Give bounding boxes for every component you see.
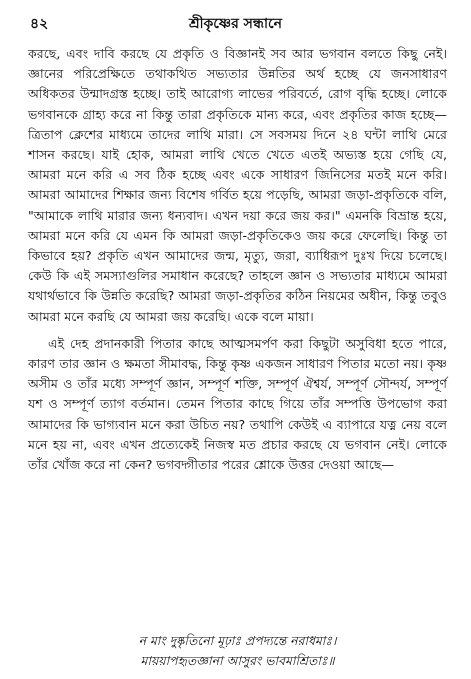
page-header <box>28 10 443 36</box>
verse-line-2: মায়য়াপহৃতজ্ঞানা আসুরং ভাবমাশ্রিতাঃ॥ <box>140 653 335 668</box>
verse-line-1: ন মাং দুষ্কৃতিনো মূঢ়াঃ প্রপদ্যন্তে নরাধমাঃ। <box>138 633 337 648</box>
paragraph-1: করছে, এবং দাবি করছে যে প্রকৃতি ও বিজ্ঞানই সব আর ভগবান বলতে কিছু নেই। জ্ঞানের পরিপ্রেক্ষিতে তথাকথিত সভ্যতার উন্নতির অর্থ হচ্ছে যে জনসাধারণ অধিকতর উন্মাদগ্রস্ত হচ্ছে। তাই আরোগ্য লাভের পরিবর্তে, রোগ বৃদ্ধি হচ্ছে। লোকে ভগবানকে গ্রাহ্য করে না কিন্তু তারা প্রকৃতিকে মান্য করে, এবং প্রকৃতির কাজ হচ্ছে—ত্রিতাপ ক্লেশের মাধ্যমে তাদের লাথি মারা। সে সবসময় দিনে ২৪ ঘন্টা লাথি মেরে শাসন করছে। যাই হোক, আমরা লাথি খেতে খেতে এতই অভ্যস্ত হয়ে গেছি যে, আমরা মনে করি এ সব ঠিক হচ্ছে এবং একে সাধারণ জিনিসের মতই মনে করি। আমরা আমাদের শিক্ষার জন্য বিশেষ গর্বিত হয়ে পড়েছি, আমরা জড়া-প্রকৃতিকে বলি, "আমাকে লাথি মারার জন্য ধন্যবাদ। এখন দয়া করে জয় কর।" এমনকি বিভ্রান্ত হয়ে, আমরা মনে করি যে এমন কি আমরা জড়া-প্রকৃতিকেও জয় করে ফেলেছি। কিন্তু তা কিভাবে হয়? প্রকৃতি এখন আমাদের জন্ম, মৃত্যু, জরা, ব্যাধিরূপ দুঃখ দিয়ে চলেছে। কেউ কি এই সমস্যাগুলির সমাধান করেছে? তাহলে জ্ঞান ও সভ্যতার মাধ্যমে আমরা যথার্থভাবে কি উন্নতি করেছি? আমরা জড়া-প্রকৃতির কঠিন নিয়মের অধীন, কিন্তু তবুও আমরা মনে করছি যে আমরা জয় করেছি। একে বলে মায়া। <box>28 46 447 324</box>
page-number: ৪২ <box>30 16 49 32</box>
body-text <box>28 44 447 475</box>
paragraph-2: এই দেহ প্রদানকারী পিতার কাছে আত্মসমর্পণ করা কিছুটা অসুবিধা হতে পারে, কারণ তার জ্ঞান ও ক্ষমতা সীমাবদ্ধ, কিন্তু কৃষ্ণ একজন সাধারণ পিতার মতো নয়। কৃষ্ণ অসীম ও তাঁর মধ্যে সম্পূর্ণ জ্ঞান, সম্পূর্ণ শক্তি, সম্পূর্ণ ঐশ্বর্য, সম্পূর্ণ সৌন্দর্য, সম্পূর্ণ যশ ও সম্পূর্ণ ত্যাগ বর্তমান। তেমন পিতার কাছে গিয়ে তাঁর সম্পত্তি উপভোগ করা আমাদের কি ভাগ্যবান মনে করা উচিত নয়? তথাপি কেউই এ ব্যাপারে যত্ন নেয় বলে মনে হয় না, এবং এখন প্রত্যেকেই নিজস্ব মত প্রচার করছে যে ভগবান নেই। লোকে তাঁর খোঁজ করে না কেন? ভগবদ্গীতার পরের শ্লোকে উত্তর দেওয়া আছে— <box>28 335 447 473</box>
running-title: শ্রীকৃষ্ণের সন্ধানে <box>188 16 283 32</box>
sanskrit-verse <box>28 631 447 671</box>
